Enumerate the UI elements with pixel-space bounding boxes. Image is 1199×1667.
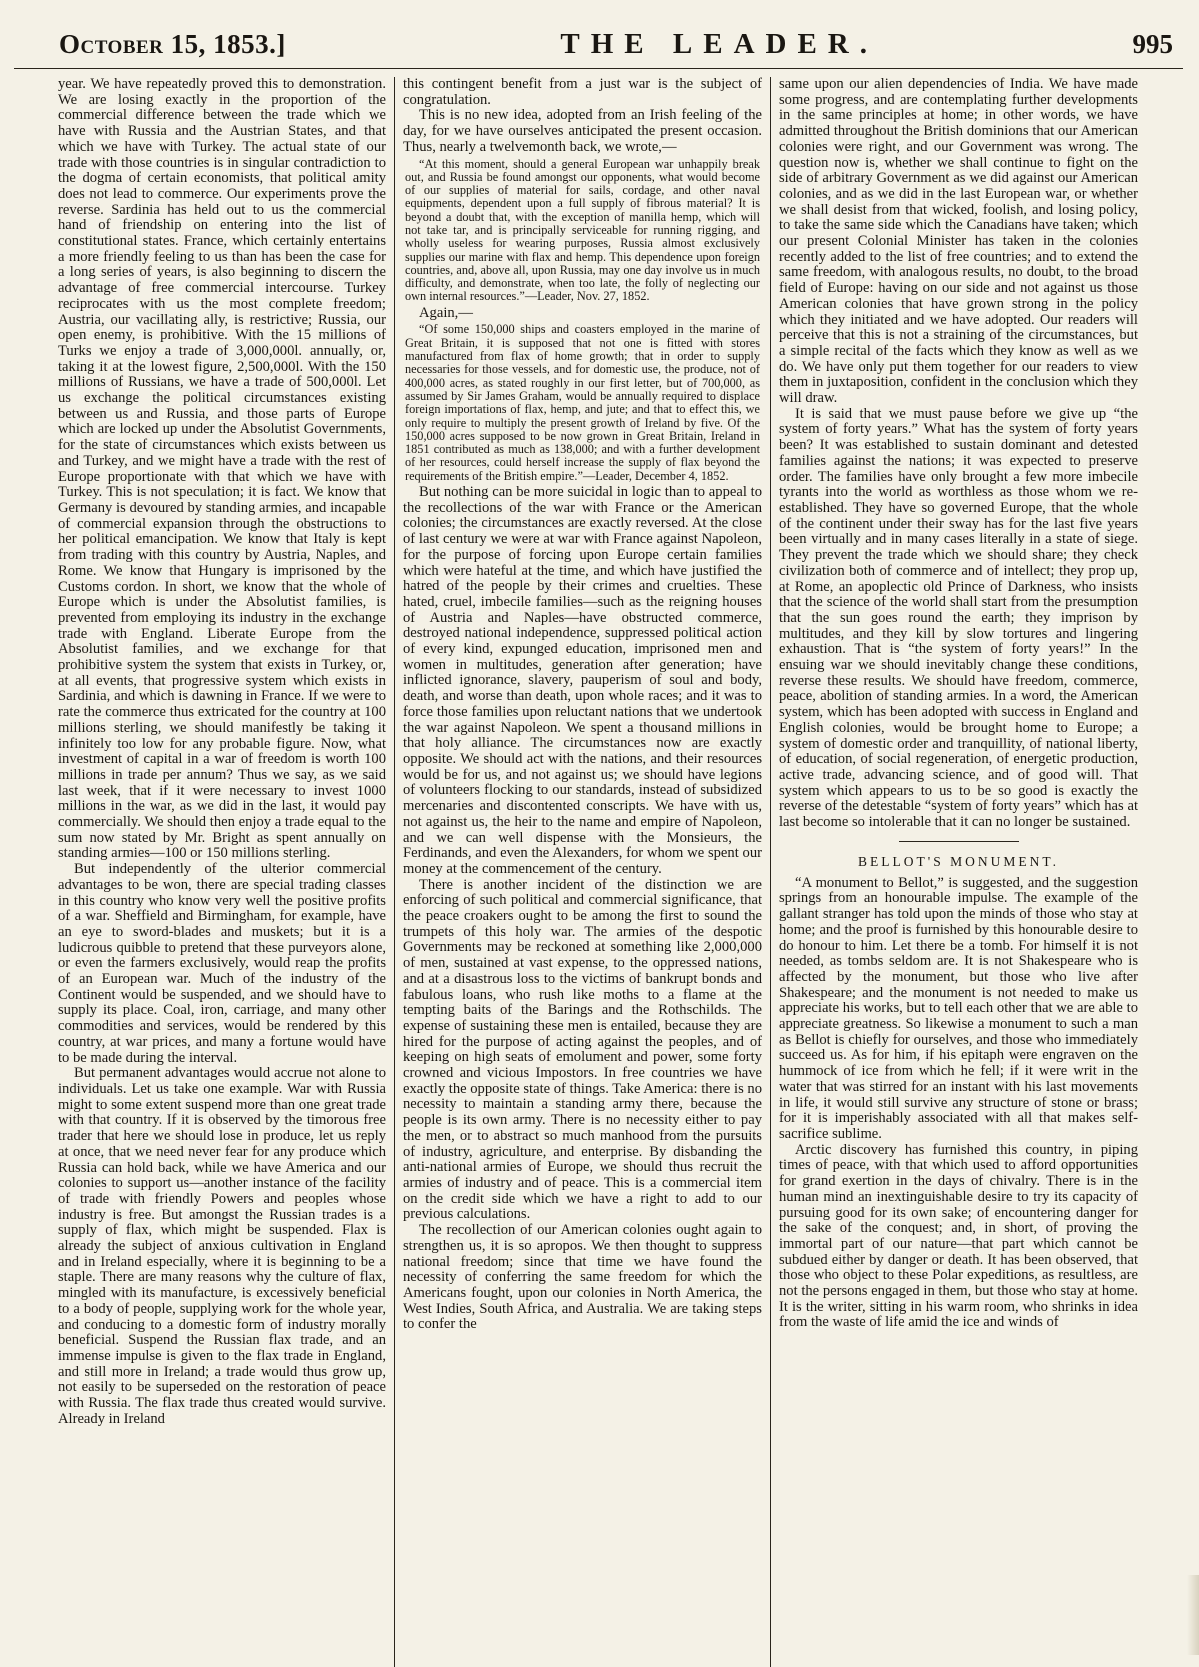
issue-date: October 15, 1853.] (59, 29, 286, 59)
paragraph: year. We have repeatedly proved this to demonstration. We are losing exactly in the proportion of the commercial difference between the trade which we have with Russia and the Austrian States, and that which we have with Turkey. The actual state of our trade with those countries is in singular contradiction to the dogma of certain economists, that political amity does not lead to commerce. Our experiments prove the reverse. Sardinia has held out to us the commercial hand of friendship on entering into the list of constitutional states. France, which certainly entertains a more friendly feeling to us than has been the case for a long series of years, is also beginning to discern the advantage of free commercial intercourse. Turkey reciprocates with us the most complete freedom; Austria, our vacillating ally, is restrictive; Russia, our open enemy, is prohibitive. With the 15 millions of Turks we enjoy a trade of 3,000,000l. annually, or, taking it at the lowest figure, 2,500,000l. With the 150 millions of Russians, we have a trade of 500,000l. Let us exchange the political circumstances existing between us and Russia, and those parts of Europe which are locked up under the Absolutist Governments, for the state of circumstances which exists between us and Turkey, and we might have a trade with the rest of Europe proportionate with that which we have with Turkey. This is not speculation; it is fact. We know that Germany is devoured by standing armies, and incapable of commercial expansion through the obstructions to her political emancipation. We know that Italy is kept from trading with this country by Austria, Naples, and Rome. We know that Hungary is imprisoned by the Customs cordon. In short, we know that the whole of Europe which is under the Absolutist families, is prevented from employing its industry in the exchange trade with England. Liberate Europe from the Absolutist families, and we exchange for that prohibitive system the system that exists in Turkey, or, at all events, that progressive system which exists in Sardinia, and which is dawning in France. If we were to rate the commerce thus extricated for the country at 100 millions sterling, we should manifestly be taking it infinitely too low for any probable figure. Now, what investment of capital in a war of freedom is worth 100 millions in trade per annum? Thus we say, as we said last week, that if it were necessary to invest 1000 millions in the war, as we did in the last, it would pay commercially. We should then enjoy a trade equal to the sum now stated by Mr. Bright as spent annually on standing armies—100 or 150 millions sterling. (58, 77, 386, 862)
paragraph: “A monument to Bellot,” is suggested, and the suggestion springs from an honourable impulse. The example of the gallant stranger has told upon the minds of those who stay at home; and the proof is furnished by this honourable desire to do honour to him. Let there be a tomb. For himself it is not needed, as tombs seldom are. It is not Shakespeare who is affected by the monument, but those who live after Shakespeare; and the monument is not needed to make us appreciate his works, but to tell each other that we are able to appreciate greatness. So likewise a monument to such a man as Bellot is chiefly for ourselves, and those who immediately succeed us. As for him, if his epitaph were engraven on the hummock of ice from which he fell; if it were writ in the water that was stirred for an instant with his last movements in life, it would still survive any structure of stone or brass; for it is imperishably associated with all that makes self-sacrifice sublime. (779, 874, 1138, 1142)
page-number: 995 (1132, 29, 1173, 59)
page-edge-shadow (1187, 1575, 1199, 1655)
paragraph: This is no new idea, adopted from an Irish feeling of the day, for we have ourselves anticipated the present occasion. Thus, nearly a twelvemonth back, we wrote,— (403, 107, 762, 155)
masthead (14, 28, 1183, 69)
paragraph: Arctic discovery has furnished this country, in piping times of peace, with that which used to afford opportunities for grand exertion in the days of chivalry. There is in the human mind an inextinguishable desire to try its capacity of pursuing good for its own sake; of encountering danger for the sake of the conquest; and, in short, of proving the immortal part of our nature—that part which cannot be subdued either by danger or death. It has been observed, that those who object to these Polar expeditions, as resultless, are not the persons engaged in them, but those who stay at home. It is the writer, sitting in his warm room, who shrinks in idea from the waste of life amid the ice and winds of (779, 1141, 1138, 1331)
paragraph: It is said that we must pause before we give up “the system of forty years.” What has the system of forty years been? It was established to sustain dominant and detested families against the nations; it was expected to preserve order. The families have only brought a few more imbecile tyrants into the world as worthless as those whom we re-established. They have so governed Europe, that the whole of the continent under their sway has for the last five years been virtually and in many cases literally in a state of siege. They prevent the trade which we should share; they check civilization both of commerce and of intellect; they prop up, at Rome, an apoplectic old Prince of Darkness, who insists that the science of the world shall start from the presumption that the sun goes round the earth; they imprison by multitudes, and they kill by slow tortures and lingering exhaustion. That is “the system of forty years!” In the ensuing war we should inevitably change these conditions, reverse these results. We should have freedom, commerce, peace, abolition of standing armies. In a word, the American system, which has been adopted with success in England and English colonies, would be brought home to Europe; a system of domestic order and tranquillity, of national liberty, of education, of social regeneration, of energetic production, active trade, advancing science, and of good will. That system which appears to us to be so good is exactly the reverse of the detestable “system of forty years” which has at last become so intolerable that it can no longer be sustained. (779, 405, 1138, 831)
column-3 (770, 77, 1146, 1667)
section-heading: BELLOT'S MONUMENT. (858, 853, 1059, 869)
column-2 (394, 77, 770, 1667)
newspaper-title: THE LEADER. (560, 28, 878, 60)
column-1 (14, 77, 394, 1667)
block-quote: “Of some 150,000 ships and coasters employed in the marine of Great Britain, it is supposed that not one is fitted with stores manufactured from flax of home growth; that in order to supply necessaries for those vessels, and for domestic use, the produce, not of 400,000 acres, as stated roughly in our first letter, but of 700,000, as assumed by Sir James Graham, would be annually required to displace foreign importations of flax, hemp, and jute; and that to effect this, we only require to multiply the present growth of Ireland by five. Of the 150,000 acres supposed to be now grown in Great Britain, Ireland in 1851 contributed as much as 138,000; and with a further development of her resources, could herself increase the supply of flax beyond the requirements of the British empire.”—Leader, December 4, 1852. (405, 322, 760, 483)
paragraph: But nothing can be more suicidal in logic than to appeal to the recollections of the war with France or the American colonies; the circumstances are exactly reversed. At the close of last century we were at war with France against Napoleon, for the purpose of forcing upon Europe certain families which were hateful at the time, and which have justified the hatred of the people by their crimes and cruelties. These hated, cruel, imbecile families—such as the reigning houses of Austria and Naples—have obstructed commerce, destroyed national independence, suppressed political action of every kind, expunged education, imprisoned men and women in multitudes, generation after generation; have inflicted ignorance, slavery, pauperism of soul and body, death, and worse than death, upon whole races; and it was to force those families upon reluctant nations that we undertook the war against Napoleon. We spent a thousand millions in that holy alliance. The circumstances now are exactly opposite. We should act with the nations, and their resources would be for us, and not against us; we should have legions of volunteers flocking to our standards, instead of subsidized mercenaries and discontented conscripts. We have with us, not against us, the heir to the name and empire of Napoleon, and we can well dispense with the Monsieurs, the Ferdinands, and even the Alexanders, for whom we spent our money at the commencement of the century. (403, 484, 762, 877)
paragraph: The recollection of our American colonies ought again to strengthen us, it is so apropos. We then thought to suppress national freedom; since that time we have found the necessity of conferring the same freedom for which the Americans fought, upon our colonies in North America, the West Indies, South Africa, and Australia. We are taking steps to confer the (403, 1222, 762, 1333)
paragraph: Again,— (419, 304, 473, 321)
article-columns (14, 77, 1183, 1667)
block-quote: “At this moment, should a general European war unhappily break out, and Russia be found amongst our opponents, what would become of our supplies of material for sails, cordage, and other naval equipments, dependent upon a full supply of fibrous material? It is beyond a doubt that, with the exception of manilla hemp, which will not take tar, and is principally serviceable for running rigging, and wholly useless for wearing purposes, Russia almost exclusively supplies our marine with flax and hemp. This dependence upon foreign countries, and, above all, upon Russia, may one day involve us in much difficulty, and demonstrate, when too late, the folly of neglecting our own internal resources.”—Leader, Nov. 27, 1852. (405, 156, 760, 304)
paragraph: same upon our alien dependencies of India. We have made some progress, and are contemplating further developments in the same principles at home; in other words, we have admitted throughout the British dominions that our American colonies were right, and our Government was wrong. The question now is, whether we shall continue to fight on the side of arbitrary Government as we did against our American colonies, and as we did in the last European war, or whether we shall desist from that wicked, foolish, and losing policy, to take the same side which the Canadians have taken; which our present Colonial Minister has taken in the colonies recently added to the list of free countries; and to extend the same freedom, with analogous results, no doubt, to the broad field of Europe: having on our side and not against us those American colonies that have grown strong in the policy which they initiated and we have adopted. Our readers will perceive that this is not a straining of the circumstances, but a simple recital of the facts which they know as well as we do. We have only put them together for our readers to view them in juxtaposition, confident in the conclusion which they will draw. (779, 77, 1138, 407)
paragraph: There is another incident of the distinction we are enforcing of such political and commercial significance, that the peace croakers ought to be among the first to sound the trumpets of this holy war. The armies of the despotic Governments may be reckoned at something like 2,000,000 of men, sustained at vast expense, to the oppressed nations, and at a disastrous loss to the victims of bankrupt bonds and fabulous loans, who rush like moths to a flame at the tempting baits of the Barings and the Rothschilds. The expense of sustaining these men is entailed, because they are hired for the purpose of acting against the peoples, and of keeping on high seats of emolument and power, some forty crowned and vicious Impostors. In free countries we have exactly the opposite state of things. Take America: there is no necessity to maintain a standing army there, because the people is its own army. There is no necessity either to pay the men, or to abstract so much manhood from the pursuits of industry, agriculture, and enterprise. By disbanding the anti-national armies of Europe, we should thus recruit the armies of industry and of peace. This is a commercial item on the credit side which we have a right to add to our previous calculations. (403, 876, 762, 1223)
paragraph: But permanent advantages would accrue not alone to individuals. Let us take one example. War with Russia might to some extent suspend more than one great trade with that country. If it is observed by the timorous free trader that here we should lose in produce, let us reply at once, that we need never fear for any produce which Russia can hold back, while we have America and our colonies to support us—another instance of the facility of trade with friendly Powers and peoples whose industry is free. But amongst the Russian trades is a supply of flax, which might be suspended. Flax is already the subject of anxious cultivation in England and in Ireland especially, where it is beginning to be a staple. There are many reasons why the culture of flax, mingled with its manufacture, is excessively beneficial to a body of people, supplying work for the whole year, and conducing to a domestic form of industry morally beneficial. Suspend the Russian flax trade, and an immense impulse is given to the flax trade in England, and still more in Ireland; a trade would thus grow up, not easily to be superseded on the restoration of peace with Russia. The flax trade thus created would survive. Already in Ireland (58, 1065, 386, 1427)
paragraph: this contingent benefit from a just war is the subject of congratulation. (403, 77, 762, 108)
section-divider (899, 841, 1019, 842)
paragraph: But independently of the ulterior commercial advantages to be won, there are special trading classes in this country who know very well the positive profits of a war. Sheffield and Birmingham, for example, have an eye to sword-blades and muskets; but it is a ludicrous quibble to pretend that these purveyors alone, or even the farmers exclusively, would reap the profits of an European war. Much of the industry of the Continent would be suspended, and we should have to supply its place. Coal, iron, carriage, and many other commodities and services, would be rendered by this country, at war prices, and many a fortune would have to be made during the interval. (58, 861, 386, 1066)
